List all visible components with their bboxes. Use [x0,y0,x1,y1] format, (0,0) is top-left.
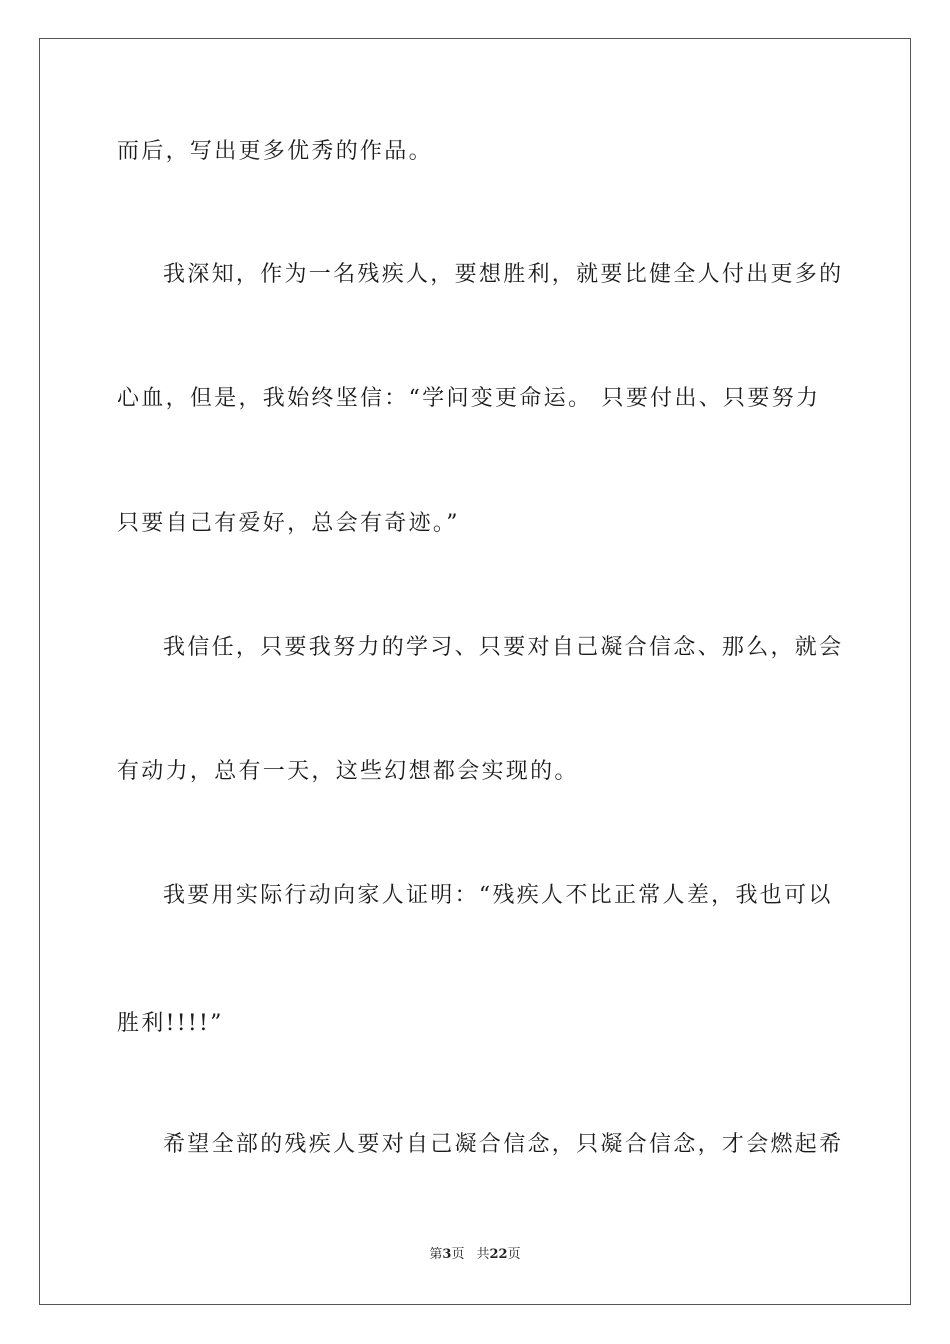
text-line: 只要自己有爱好，总会有奇迹。” [117,511,460,536]
text-line: 心血，但是，我始终坚信：“学问变更命运。 只要付出、只要努力 [117,386,821,411]
paragraph-line: 希望全部的残疾人要对自己凝合信念，只凝合信念，才会燃起希 [163,1132,844,1157]
text-line: 有动力，总有一天，这些幻想都会实现的。 [117,759,579,784]
page-footer [0,1246,950,1264]
text-line: 胜利!!!!” [117,1011,224,1036]
text-line: 而后，写出更多优秀的作品。 [117,139,433,164]
page-suffix: 页 [451,1247,465,1262]
total-suffix: 页 [507,1247,521,1262]
paragraph-line: 我深知，作为一名残疾人，要想胜利，就要比健全人付出更多的 [163,262,844,287]
paragraph-line: 我信任，只要我努力的学习、只要对自己凝合信念、那么，就会 [163,635,844,660]
total-prefix: 共 [476,1247,490,1262]
page-border [39,38,911,1305]
paragraph-line: 我要用实际行动向家人证明：“残疾人不比正常人差，我也可以 [163,883,833,908]
page-prefix: 第 [429,1247,443,1262]
page-number: 3 [442,1247,452,1262]
total-pages: 22 [489,1247,508,1262]
